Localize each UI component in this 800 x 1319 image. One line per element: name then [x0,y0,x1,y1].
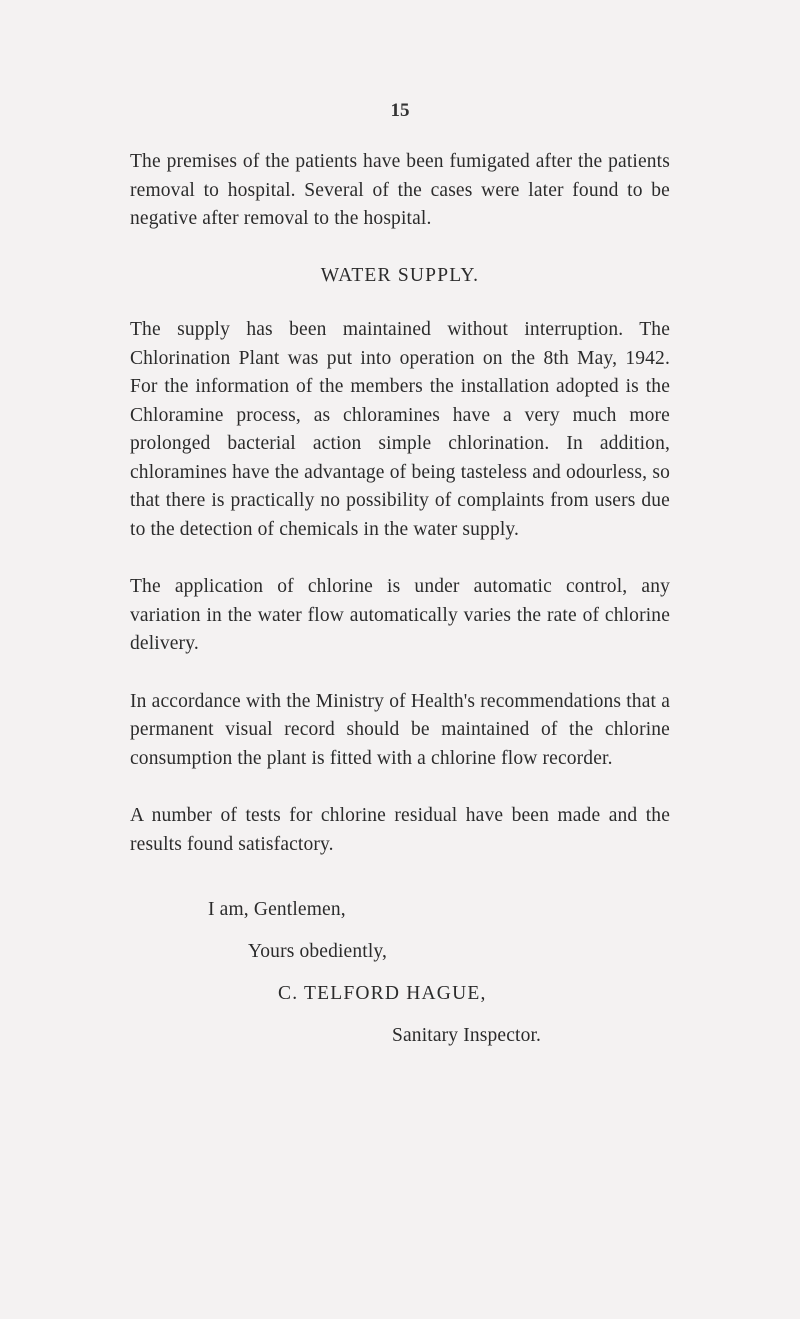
closing-sign-off: Yours obediently, [248,941,388,962]
closing-greeting: I am, Gentlemen, [208,899,346,920]
signatory-title: Sanitary Inspector. [392,1025,542,1046]
page-number: 15 [390,100,410,121]
paragraph-fumigation: The premises of the patients have been fumigated after the patients removal to hospital. Several of the cases were later found to be negative after removal to the hospital. [130,151,670,229]
paragraph-chlorine-control: The application of chlorine is under automatic control, any variation in the water flow automatically varies the rate of chlorine delivery. [130,576,670,654]
paragraph-water-supply: The supply has been maintained without interruption. The Chlorination Plant was put into operation on the 8th May, 1942. For the information of the members the installation adopted is the Chloramine process, as chloramines have a very much more prolonged bacterial action simple chlorination. In addition, chloramines have the advantage of being tasteless and odourless, so that there is practically no possibility of complaints from users due to the detection of chemicals in the water supply. [130,319,670,540]
paragraph-chlorine-tests: A number of tests for chlorine residual have been made and the results found satisfactory. [130,805,670,855]
paragraph-ministry-recommendations: In accordance with the Ministry of Health's recommendations that a permanent visual record should be maintained of the chlorine consumption the plant is fitted with a chlorine flow recorder. [130,690,670,769]
section-heading-water-supply: WATER SUPPLY. [320,264,480,286]
letter-closing [130,889,670,1057]
report-body [130,148,670,1057]
signatory-name: C. TELFORD HAGUE, [278,983,487,1004]
